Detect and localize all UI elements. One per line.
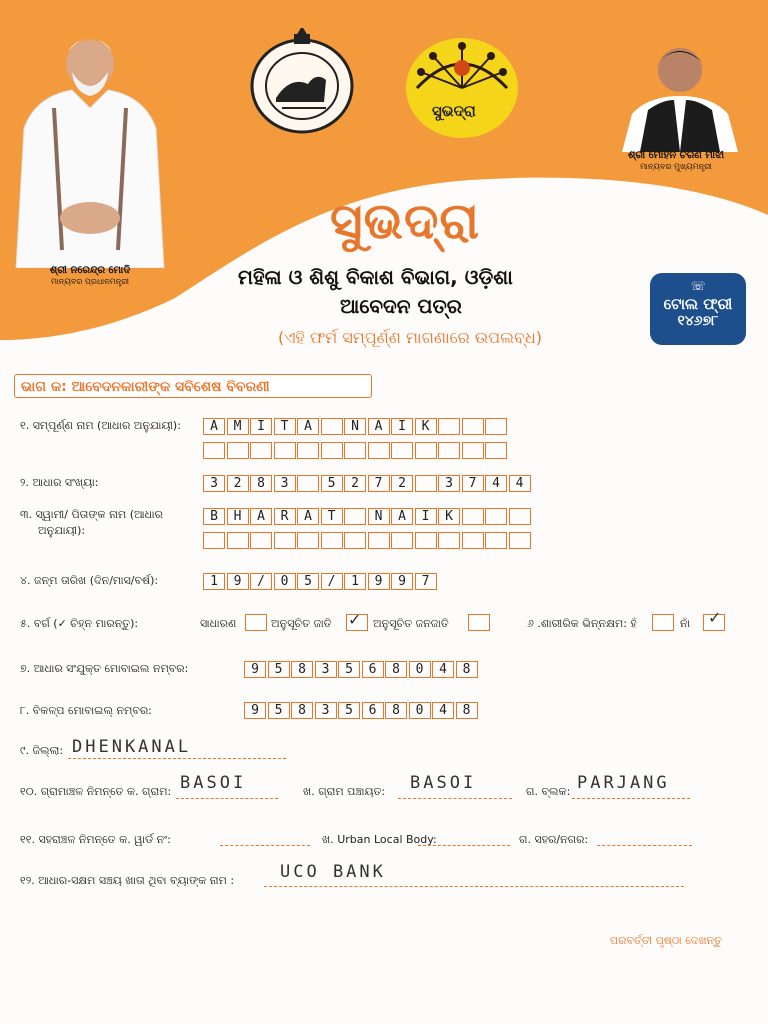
form-char-box[interactable] [462,442,484,459]
form-char-box[interactable]: I [250,418,272,435]
form-char-box[interactable]: 4 [485,475,507,492]
form-char-box[interactable] [438,418,460,435]
category-general-label: ସାଧାରଣ [200,617,237,630]
form-char-box[interactable]: A [297,508,319,525]
form-char-box[interactable]: 1 [203,573,225,590]
guardian-name-row-1[interactable] [203,508,532,525]
form-char-box[interactable]: 8 [385,661,407,678]
form-char-box[interactable]: N [344,418,366,435]
form-char-box[interactable]: T [321,508,343,525]
logo-label: ସୁଭଦ୍ରା [432,102,476,120]
toll-free-label: ଟୋଲ ଫ୍ରୀ [663,295,733,313]
form-char-box[interactable]: 3 [315,661,337,678]
full-name-row-2[interactable] [203,442,509,459]
form-char-box[interactable]: 9 [244,661,266,678]
form-char-box[interactable] [344,508,366,525]
form-char-box[interactable] [297,442,319,459]
form-char-box[interactable] [462,532,484,549]
form-char-box[interactable] [344,532,366,549]
form-char-box[interactable]: 9 [368,573,390,590]
aadhaar-number-boxes[interactable] [203,475,532,492]
block-value: PARJANG [577,773,670,793]
form-char-box[interactable] [438,442,460,459]
next-page-note: ପରବର୍ତ୍ତୀ ପୃଷ୍ଠା ଦେଖନ୍ତୁ [609,934,722,947]
form-char-box[interactable] [321,418,343,435]
form-char-box[interactable]: K [438,508,460,525]
form-char-box[interactable]: 5 [297,573,319,590]
ward-line[interactable] [220,845,310,846]
form-char-box[interactable]: I [391,418,413,435]
form-char-box[interactable] [203,442,225,459]
form-char-box[interactable] [509,532,531,549]
form-char-box[interactable] [344,442,366,459]
mobile-number-boxes[interactable] [244,661,479,678]
guardian-name-row-2[interactable] [203,532,532,549]
form-char-box[interactable] [485,508,507,525]
form-char-box[interactable]: A [368,418,390,435]
dob-boxes[interactable] [203,573,438,590]
guardian-name-label-2: ଅନୁଯାୟୀ): [38,524,86,537]
form-char-box[interactable] [274,442,296,459]
disability-label: ୬ .ଶାରୀରିକ ଭିନ୍ନକ୍ଷମ: ହଁ [527,617,637,630]
form-char-box[interactable]: / [321,573,343,590]
town-line[interactable] [597,845,692,846]
form-char-box[interactable]: / [250,573,272,590]
village-line[interactable] [176,798,278,799]
alt-mobile-label: ୮. ବିକଳ୍ପ ମୋବାଇଲ୍ ନମ୍ବର: [20,704,152,717]
gram-panchayat-label: ଖ. ଗ୍ରାମ ପଞ୍ଚାୟତ: [303,785,386,798]
form-char-box[interactable] [415,532,437,549]
gram-panchayat-line[interactable] [398,798,512,799]
form-name: ଆବେଦନ ପତ୍ର [340,294,462,318]
full-name-row-1[interactable] [203,418,509,435]
form-char-box[interactable] [227,442,249,459]
bank-name-value: UCO BANK [280,862,386,882]
form-char-box[interactable]: 3 [274,475,296,492]
form-char-box[interactable] [227,532,249,549]
mobile-label: ୭. ଆଧାର ସଂଯୁକ୍ତ ମୋବାଇଲ ନମ୍ବର: [20,662,189,675]
form-char-box[interactable]: 8 [250,475,272,492]
form-char-box[interactable] [485,418,507,435]
form-char-box[interactable]: 9 [391,573,413,590]
form-char-box[interactable]: R [274,508,296,525]
form-char-box[interactable]: 3 [438,475,460,492]
form-char-box[interactable]: 7 [462,475,484,492]
category-st-checkbox[interactable] [468,614,490,631]
cm-photo [618,40,742,152]
form-char-box[interactable]: 2 [344,475,366,492]
form-char-box[interactable]: T [274,418,296,435]
form-char-box[interactable] [438,532,460,549]
form-char-box[interactable]: 2 [391,475,413,492]
urban-local-body-label: ଖ. Urban Local Body: [322,833,437,846]
department-name: ମହିଳା ଓ ଶିଶୁ ବିକାଶ ବିଭାଗ, ଓଡ଼ିଶା [238,265,513,289]
pm-name: ଶ୍ରୀ ନରେନ୍ଦ୍ର ମୋଦି [49,265,131,276]
odisha-seal-logo [246,28,358,136]
form-char-box[interactable] [274,532,296,549]
category-label: ୫. ବର୍ଗ (✓ ଚିହ୍ନ ମାରନ୍ତୁ): [20,617,139,630]
district-label: ୯. ଜିଲ୍ଲା: [20,744,64,757]
disability-no-label: ନାଁ [680,617,691,630]
block-label: ଗ. ବ୍ଲକ: [526,785,571,798]
form-char-box[interactable]: A [250,508,272,525]
form-char-box[interactable]: 0 [409,661,431,678]
form-char-box[interactable]: I [415,508,437,525]
form-char-box[interactable] [321,442,343,459]
form-char-box[interactable]: K [415,418,437,435]
form-char-box[interactable]: B [203,508,225,525]
form-char-box[interactable]: 6 [362,661,384,678]
gram-panchayat-value: BASOI [410,773,477,793]
village-value: BASOI [180,773,247,793]
toll-free-number: ୧୪୬୭୮ [677,313,719,329]
district-line[interactable] [68,758,286,759]
aadhaar-label: ୨. ଆଧାର ସଂଖ୍ୟା: [20,476,99,489]
category-sc-label: ଅନୁସୂଚିତ ଜାତି [271,617,332,630]
form-char-box[interactable]: 4 [432,661,454,678]
bank-name-label: ୧୨. ଆଧାର-ସକ୍ଷମ ସଞ୍ଚୟ ଖାତା ଥିବା ବ୍ୟାଙ୍କ ନାମ : [20,874,235,887]
toll-free-badge [650,273,746,345]
category-general-checkbox[interactable] [245,614,267,631]
form-char-box[interactable] [368,532,390,549]
form-char-box[interactable]: A [297,418,319,435]
form-char-box[interactable]: 2 [227,475,249,492]
form-char-box[interactable]: 0 [274,573,296,590]
town-label: ଗ. ସହର/ନଗର: [519,833,589,846]
form-char-box[interactable] [485,442,507,459]
form-char-box[interactable] [321,532,343,549]
form-char-box[interactable] [297,532,319,549]
form-char-box[interactable]: 3 [315,702,337,719]
alt-mobile-number-boxes[interactable] [244,702,479,719]
bank-name-line[interactable] [264,886,684,887]
form-char-box[interactable]: 8 [291,661,313,678]
pm-title: ମାନ୍ୟବର ପ୍ରଧାନମନ୍ତ୍ରୀ [50,277,130,286]
subhadra-logo [403,36,521,140]
form-char-box[interactable] [250,532,272,549]
form-char-box[interactable]: 8 [385,702,407,719]
form-char-box[interactable]: 7 [368,475,390,492]
form-char-box[interactable]: A [203,418,225,435]
section-a-heading: ଭାଗ କ: ଆବେଦନକାରୀଙ୍କ ସବିଶେଷ ବିବରଣୀ [14,374,372,398]
page-title: ସୁଭଦ୍ରା [330,192,481,250]
form-char-box[interactable]: 9 [227,573,249,590]
form-char-box[interactable]: 7 [415,573,437,590]
cm-name: ଶ୍ରୀ ମୋହନ ଚରଣ ମାଝୀ [627,150,725,161]
form-char-box[interactable] [391,442,413,459]
pm-photo [6,18,172,268]
form-char-box[interactable]: 5 [338,661,360,678]
form-char-box[interactable]: 9 [244,702,266,719]
dob-label: ୪. ଜନ୍ମ ତାରିଖ (ଦିନ/ମାସ/ବର୍ଷ): [20,574,159,587]
form-char-box[interactable]: 5 [268,661,290,678]
form-char-box[interactable] [250,442,272,459]
urban-local-body-line[interactable] [418,845,510,846]
form-char-box[interactable] [415,475,437,492]
block-line[interactable] [572,798,690,799]
form-char-box[interactable] [368,442,390,459]
form-char-box[interactable]: 5 [338,702,360,719]
form-char-box[interactable]: M [227,418,249,435]
form-char-box[interactable] [509,508,531,525]
village-label: ୧୦. ଗ୍ରାମାଞ୍ଚଳ ନିମନ୍ତେ କ. ଗ୍ରାମ: [20,785,172,798]
full-name-label: ୧. ସମ୍ପୂର୍ଣ୍ଣ ନାମ (ଆଧାର ଅନୁଯାୟୀ): [20,419,181,432]
cm-caption [596,150,756,172]
form-char-box[interactable]: 0 [409,702,431,719]
form-char-box[interactable]: 6 [362,702,384,719]
form-char-box[interactable]: 5 [268,702,290,719]
checkmark-icon: ✓ [708,608,722,627]
form-char-box[interactable]: 8 [291,702,313,719]
form-char-box[interactable]: 4 [432,702,454,719]
form-char-box[interactable]: 1 [344,573,366,590]
form-char-box[interactable] [415,442,437,459]
phone-icon: ☏ [690,279,706,293]
district-value: DHENKANAL [72,737,192,757]
form-char-box[interactable]: 8 [456,702,478,719]
form-char-box[interactable] [297,475,319,492]
form-char-box[interactable] [203,532,225,549]
form-char-box[interactable] [462,508,484,525]
form-char-box[interactable]: A [391,508,413,525]
form-char-box[interactable]: N [368,508,390,525]
form-char-box[interactable] [462,418,484,435]
guardian-name-label: ୩. ସ୍ୱାମୀ/ ପିତାଙ୍କ ନାମ (ଆଧାର [20,508,163,521]
form-char-box[interactable]: 8 [456,661,478,678]
form-char-box[interactable]: 5 [321,475,343,492]
form-char-box[interactable]: 4 [509,475,531,492]
form-char-box[interactable] [391,532,413,549]
ward-label: ୧୧. ସହରାଞ୍ଚଳ ନିମନ୍ତେ କ. ୱାର୍ଡ ନଂ: [20,833,171,846]
form-char-box[interactable]: 3 [203,475,225,492]
category-st-label: ଅନୁସୂଚିତ ଜନଜାତି [373,617,449,630]
disability-yes-checkbox[interactable] [652,614,674,631]
free-note: (ଏହି ଫର୍ମ ସମ୍ପୂର୍ଣ୍ଣ ମାଗଣାରେ ଉପଲବ୍ଧ) [278,328,543,347]
form-char-box[interactable]: H [227,508,249,525]
checkmark-icon: ✓ [348,610,362,629]
cm-title: ମାନ୍ୟବର ମୁଖ୍ୟମନ୍ତ୍ରୀ [640,162,712,171]
form-char-box[interactable] [485,532,507,549]
pm-caption [20,265,160,287]
